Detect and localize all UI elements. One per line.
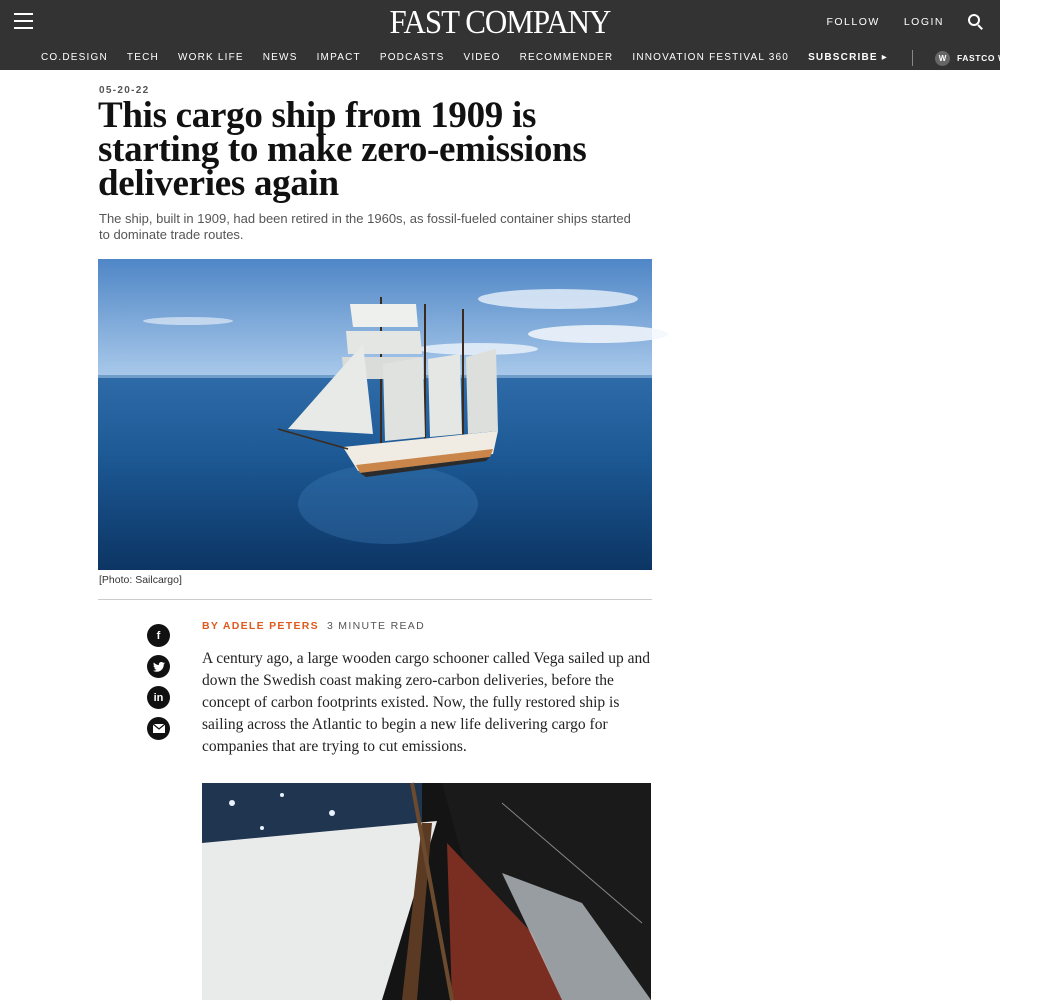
article-headline: This cargo ship from 1909 is starting to make zero-emissions deliveries again [98,95,587,204]
nav-item-recommender[interactable]: RECOMMENDER [519,52,614,63]
nav-item-podcasts[interactable]: PODCASTS [379,52,445,63]
share-email-button[interactable] [147,717,170,740]
byline [202,620,425,632]
nav-divider [912,50,913,66]
follow-link[interactable]: FOLLOW [826,16,880,28]
share-linkedin-button[interactable] [147,686,170,709]
main-nav [41,50,1041,66]
login-link[interactable]: LOGIN [903,16,944,28]
header-actions [826,14,984,30]
linkedin-icon: in [153,691,164,704]
nav-item-video[interactable]: VIDEO [463,52,501,63]
article-photo-deck [202,783,651,1000]
facebook-icon: f [156,629,161,642]
deck-illustration [202,783,651,1000]
hero-photo [98,259,652,570]
nav-item-tech[interactable]: TECH [126,52,159,63]
subscribe-link[interactable]: SUBSCRIBE ▸ [808,52,888,63]
nav-item-innovation-festival[interactable]: INNOVATION FESTIVAL 360 [632,52,790,63]
search-icon[interactable] [968,14,984,30]
article-date: 05-20-22 [99,85,150,96]
section-divider [98,599,652,600]
email-icon [153,724,165,733]
nav-item-codesign[interactable]: CO.DESIGN [41,52,108,63]
nav-item-impact[interactable]: IMPACT [316,52,361,63]
share-facebook-button[interactable] [147,624,170,647]
twitter-icon [153,662,165,672]
site-header [0,0,1041,70]
author-link[interactable]: BY ADELE PETERS [202,620,319,632]
read-time: 3 MINUTE READ [326,620,425,632]
fastco-works-link[interactable]: FASTCO WORKS ▸ [956,52,1041,63]
photo-caption: [Photo: Sailcargo] [99,574,182,586]
fastco-works-badge[interactable]: W [935,51,950,66]
article-dek: The ship, built in 1909, had been retired in the 1960s, as fossil-fueled container ships started to dominate trade routes. [99,211,631,242]
article-body-paragraph: A century ago, a large wooden cargo schooner called Vega sailed up and down the Swedish coast making zero-carbon deliveries, before the concept of carbon footprints existed. Now, the fully restored ship is sailing across the Atlantic to begin a new life delivering cargo for companies that are trying to cut emissions. [202,650,651,755]
ship-illustration [98,259,652,570]
site-logo[interactable]: FAST COMPANY [389,2,611,41]
nav-item-news[interactable]: NEWS [262,52,298,63]
nav-item-work-life[interactable]: WORK LIFE [177,52,244,63]
share-twitter-button[interactable] [147,655,170,678]
